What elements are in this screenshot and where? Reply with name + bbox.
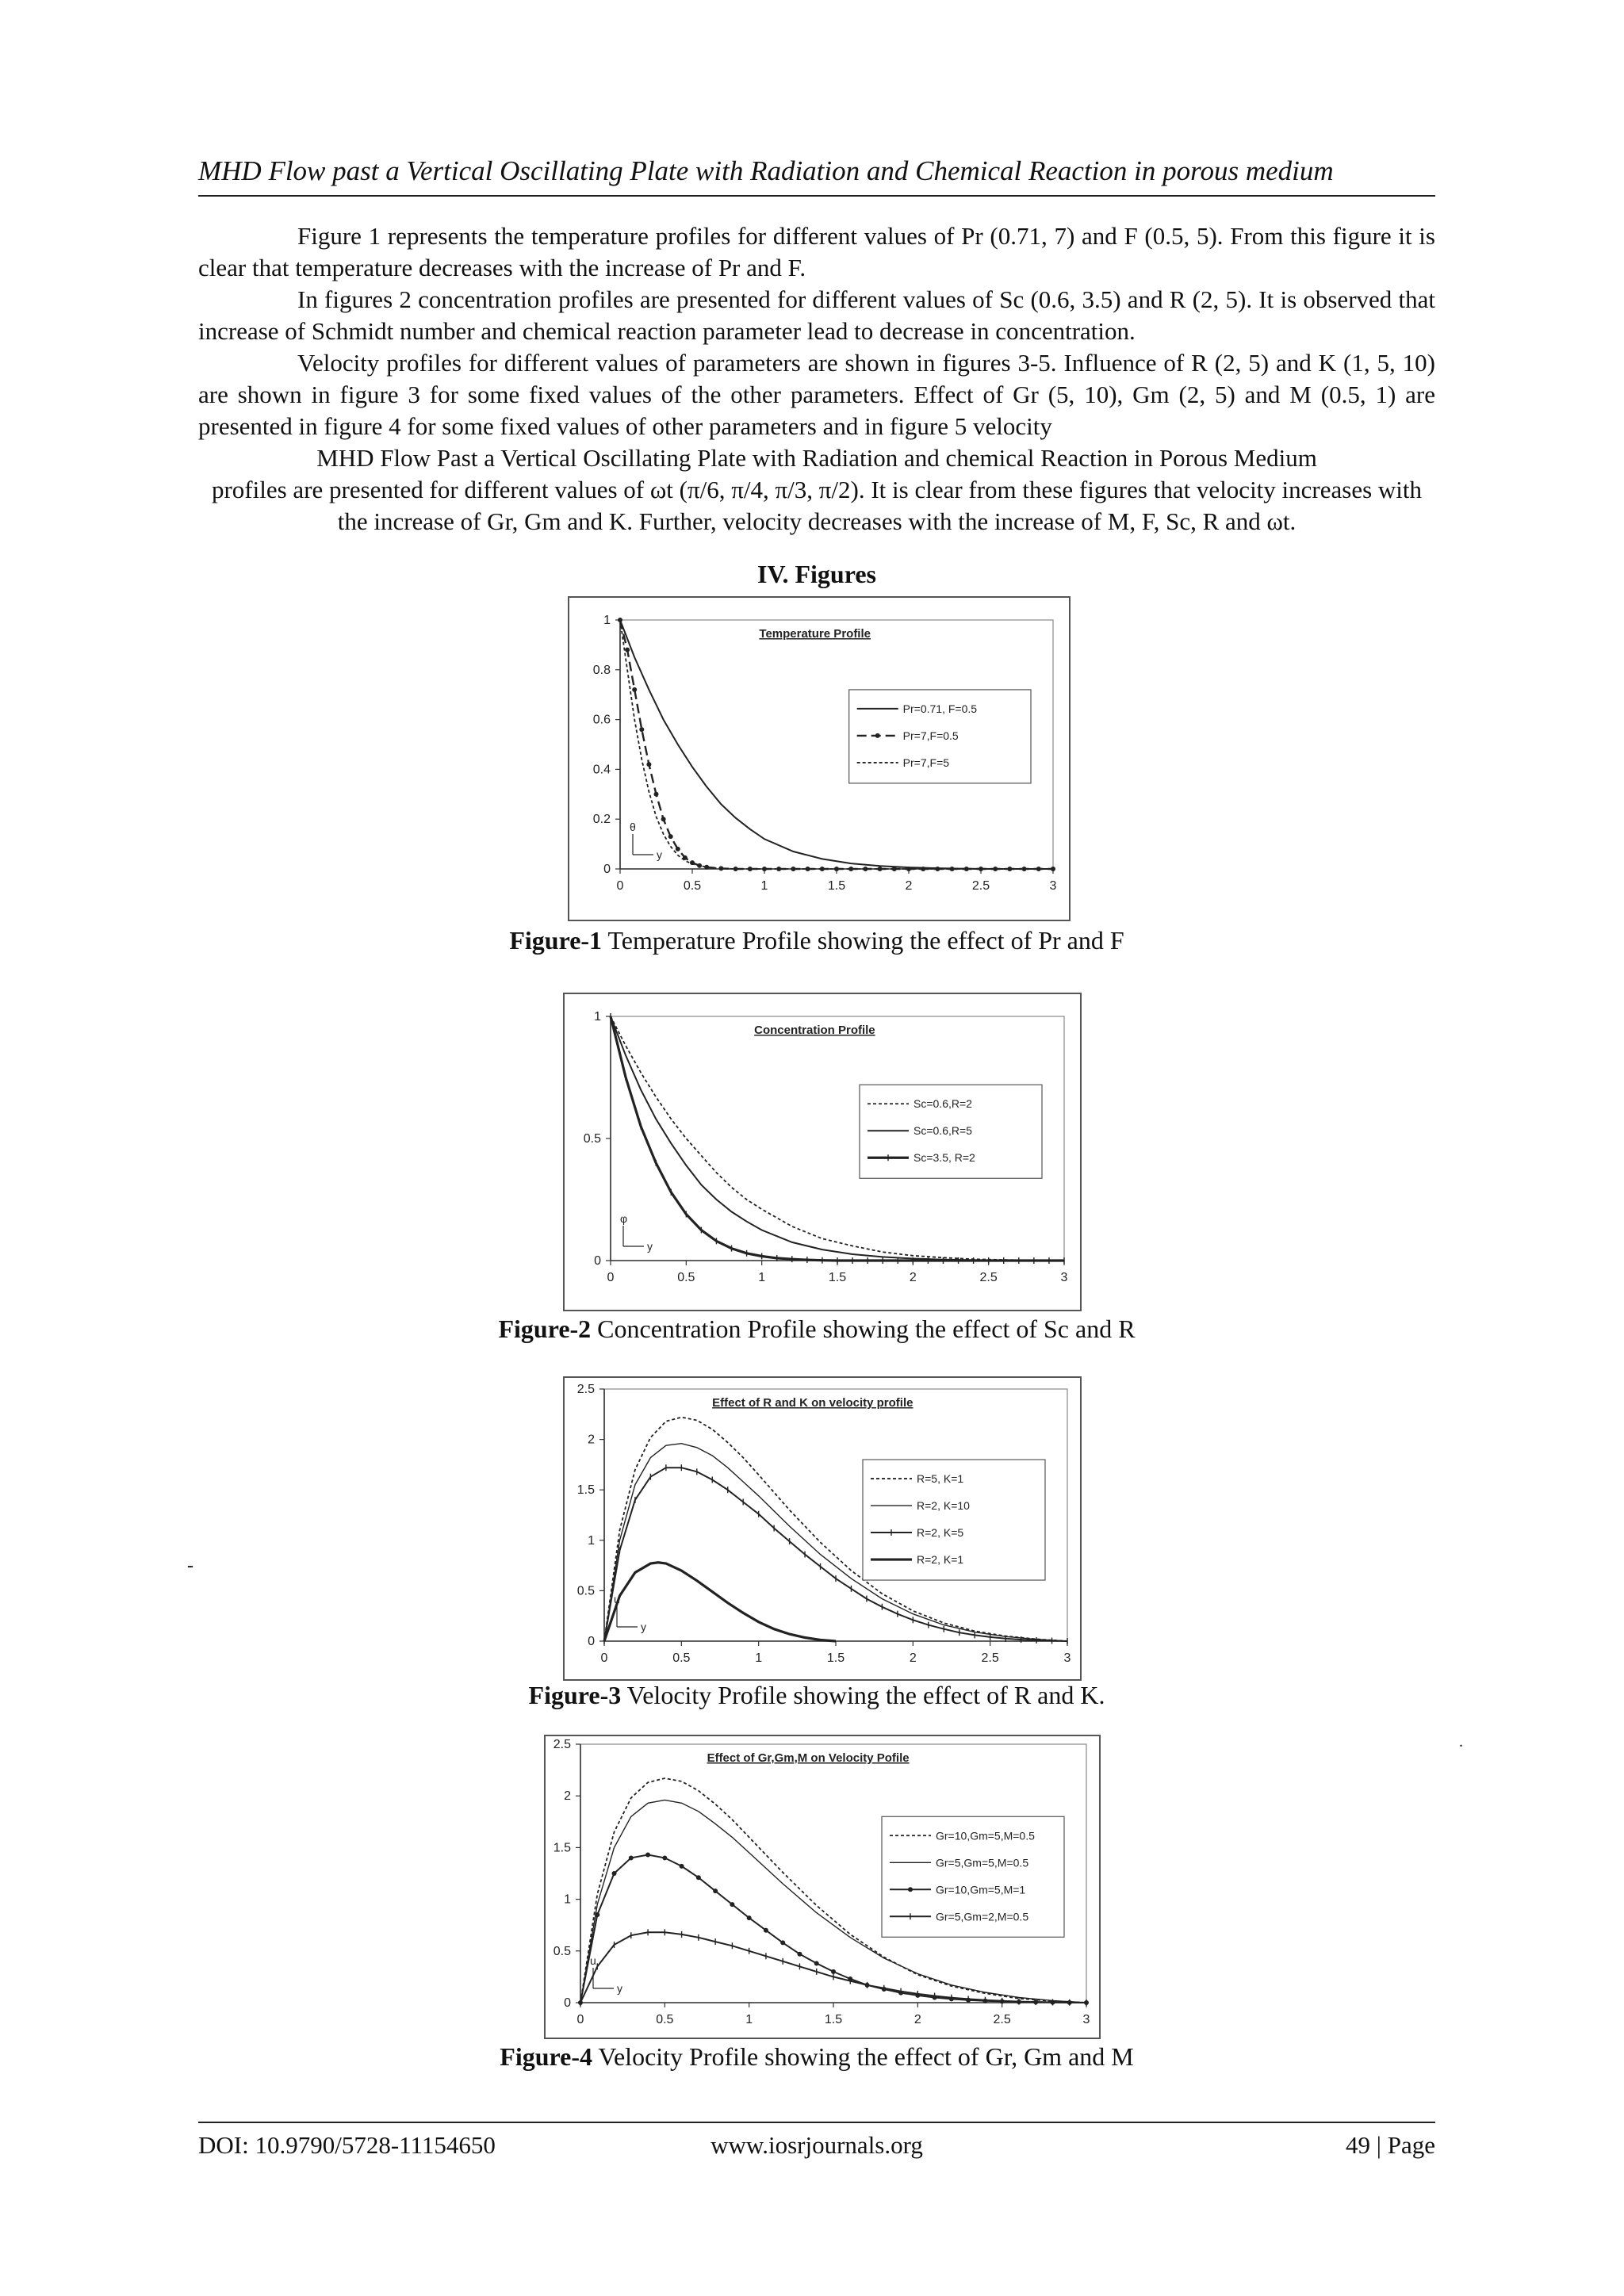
legend-label: Pr=7,F=0.5	[902, 729, 959, 742]
series-point	[676, 847, 680, 851]
y-tick-label: 0	[603, 863, 611, 876]
figure-2-label: Figure-2	[498, 1314, 592, 1343]
figure-2-caption	[198, 1313, 1435, 1345]
legend-label: Pr=7,F=5	[902, 756, 950, 769]
figure-4-caption	[198, 2041, 1435, 2072]
figure-2-svg	[565, 994, 1080, 1310]
figure-1-svg	[569, 598, 1069, 920]
x-tick-label: 3	[1060, 1271, 1068, 1284]
legend-label: Gr=10,Gm=5,M=0.5	[936, 1829, 1035, 1843]
x-tick-label: 1.5	[826, 1651, 845, 1665]
y-tick-label: 2.5	[576, 1383, 595, 1396]
series-point	[661, 817, 666, 821]
x-tick-label: 0	[607, 1271, 615, 1284]
stray-dash-mark: -	[187, 1556, 193, 1576]
figure-1-chart	[568, 596, 1071, 921]
figure-3-chart	[563, 1376, 1082, 1681]
figure-2-chart	[563, 993, 1082, 1311]
x-tick-label: 1	[745, 2013, 753, 2026]
footer-site: www.iosrjournals.org	[710, 2131, 923, 2159]
axis-glyph-label: u	[614, 1593, 620, 1605]
legend-label: Sc=3.5, R=2	[914, 1151, 975, 1165]
x-tick-label: 2	[909, 1651, 917, 1665]
x-tick-label: 3	[1049, 879, 1057, 893]
series-point	[814, 1961, 819, 1965]
y-tick-label: 0	[588, 1635, 595, 1648]
y-tick-label: 1.5	[576, 1483, 595, 1498]
body-text	[198, 220, 1435, 538]
running-header: MHD Flow past a Vertical Oscillating Plate with Radiation and Chemical Reaction in porous medium	[198, 155, 1334, 186]
series-point	[646, 762, 651, 767]
legend-label: Gr=5,Gm=5,M=0.5	[936, 1856, 1029, 1869]
x-tick-label: 1.5	[824, 2013, 843, 2026]
section-heading: IV. Figures	[757, 560, 876, 588]
x-tick-label: 2.5	[981, 1651, 999, 1665]
x-tick-label: 1.5	[828, 1271, 847, 1284]
x-tick-label: 2	[905, 879, 913, 893]
series-point	[668, 834, 673, 839]
figure-1-label: Figure-1	[509, 926, 603, 955]
x-tick-label: 1	[760, 879, 768, 893]
series-point	[662, 1855, 667, 1860]
y-tick-label: 0	[564, 1996, 571, 2010]
y-tick-label: 0.6	[592, 713, 611, 727]
paragraph-1: Figure 1 represents the temperature profiles for different values of Pr (0.71, 7) and F (0.5, 5). From this figure it is clear that temperature decreases with the increase of Pr and F.	[198, 222, 1435, 281]
axis-glyph-label: y	[647, 1240, 653, 1253]
chart-title: Effect of R and K on velocity profile	[712, 1396, 914, 1410]
figure-3-caption	[198, 1679, 1435, 1711]
y-tick-label: 0	[594, 1254, 601, 1268]
paragraph-5: profiles are presented for different values of ωt (π/6, π/4, π/3, π/2). It is clear from these figures that velocity increases with the increase of Gr, Gm and K. Further, velocity decreases with the increase of M, F, Sc, R and ωt.	[211, 476, 1423, 535]
x-tick-label: 1	[755, 1651, 763, 1665]
axis-glyph-label: θ	[630, 821, 636, 833]
chart-title: Concentration Profile	[754, 1024, 875, 1037]
figure-4-text: Velocity Profile showing the effect of Gr, Gm and M	[592, 2042, 1134, 2071]
y-tick-label: 1	[603, 614, 611, 627]
legend-label: Sc=0.6,R=2	[914, 1097, 972, 1111]
series-point	[612, 1871, 617, 1876]
series-point	[595, 1912, 599, 1917]
x-tick-label: 1.5	[827, 879, 846, 893]
y-tick-label: 1	[564, 1892, 571, 1907]
axis-glyph-label: u	[590, 1954, 596, 1967]
y-tick-label: 0.5	[583, 1132, 601, 1146]
y-tick-label: 2	[564, 1789, 571, 1804]
stray-dot-mark: .	[1459, 1733, 1463, 1751]
x-tick-label: 0.5	[672, 1651, 691, 1665]
y-tick-label: 1.5	[553, 1841, 571, 1855]
figure-4-svg	[546, 1736, 1099, 2038]
y-tick-label: 1	[588, 1533, 595, 1548]
y-tick-label: 2	[588, 1433, 595, 1447]
x-tick-label: 0	[616, 879, 624, 893]
y-tick-label: 0.5	[553, 1944, 571, 1958]
x-tick-label: 2	[914, 2013, 921, 2026]
legend-label: R=2, K=1	[917, 1553, 964, 1567]
legend-label: Gr=5,Gm=2,M=0.5	[936, 1910, 1029, 1923]
series-point	[629, 1855, 634, 1860]
axis-glyph-label: y	[641, 1621, 646, 1633]
y-tick-label: 2.5	[553, 1738, 571, 1751]
x-tick-label: 2.5	[993, 2013, 1011, 2026]
series-point	[625, 648, 630, 652]
series-point	[831, 1969, 836, 1974]
legend-label: R=5, K=1	[917, 1472, 964, 1486]
legend-label: Sc=0.6,R=5	[914, 1124, 972, 1138]
series-point	[632, 687, 637, 692]
x-tick-label: 0.5	[677, 1271, 695, 1284]
chart-title: Temperature Profile	[759, 627, 871, 641]
figure-3-label: Figure-3	[528, 1681, 622, 1709]
y-tick-label: 0.5	[576, 1584, 595, 1598]
axis-glyph-label: φ	[620, 1212, 628, 1225]
figure-1-text: Temperature Profile showing the effect of Pr and F	[602, 926, 1124, 955]
x-tick-label: 0	[576, 2013, 584, 2026]
x-tick-label: 2	[909, 1271, 917, 1284]
series-point	[730, 1902, 734, 1907]
footer-page: 49 | Page	[1346, 2131, 1435, 2159]
series-point	[747, 1915, 752, 1920]
legend-marker	[875, 733, 880, 738]
legend-label: R=2, K=10	[917, 1499, 970, 1513]
legend-marker	[908, 1887, 913, 1892]
x-tick-label: 0	[600, 1651, 608, 1665]
footer-doi: DOI: 10.9790/5728-11154650	[198, 2131, 496, 2159]
figure-4-chart	[544, 1735, 1101, 2039]
figure-1-caption	[198, 924, 1435, 956]
series-point	[713, 1888, 718, 1893]
series-line-4	[604, 1563, 836, 1641]
y-tick-label: 1	[594, 1010, 601, 1024]
series-point	[797, 1952, 802, 1957]
x-tick-label: 0.5	[683, 879, 702, 893]
series-point	[645, 1853, 650, 1858]
axis-glyph-label: y	[657, 848, 662, 861]
legend-label: Pr=0.71, F=0.5	[902, 702, 978, 715]
figure-4-label: Figure-4	[500, 2042, 592, 2071]
paragraph-3: Velocity profiles for different values of parameters are shown in figures 3-5. Influence of R (2, 5) and K (1, 5, 10) are shown in figure 3 for some fixed values of the other parameters. Effect of Gr (5, 10), Gm (2, 5) and M (0.5, 1) are presented in figure 4 for some fixed values of other parameters and in figure 5 velocity	[198, 349, 1435, 440]
series-point	[680, 1864, 684, 1869]
y-tick-label: 0.4	[592, 763, 611, 777]
legend-label: Gr=10,Gm=5,M=1	[936, 1883, 1026, 1896]
series-point	[696, 1875, 701, 1880]
series-point	[639, 727, 644, 732]
series-line-4	[580, 1932, 1086, 2003]
paragraph-4-embedded-title: MHD Flow Past a Vertical Oscillating Plate with Radiation and chemical Reaction in Porous Medium	[316, 444, 1317, 472]
figure-2-text: Concentration Profile showing the effect of Sc and R	[591, 1314, 1136, 1343]
figure-3-svg	[565, 1378, 1080, 1679]
x-tick-label: 2.5	[979, 1271, 998, 1284]
x-tick-label: 0.5	[656, 2013, 674, 2026]
axis-glyph-label: y	[617, 1982, 622, 1995]
y-tick-label: 0.2	[592, 813, 611, 827]
header-rule	[198, 195, 1435, 197]
series-point	[654, 792, 659, 797]
paragraph-2: In figures 2 concentration profiles are presented for different values of Sc (0.6, 3.5) and R (2, 5). It is observed that increase of Schmidt number and chemical reaction parameter lead to decrease in concentration.	[198, 285, 1435, 345]
y-tick-label: 0.8	[592, 663, 611, 677]
x-tick-label: 3	[1063, 1651, 1071, 1665]
legend-label: R=2, K=5	[917, 1526, 964, 1540]
x-tick-label: 2.5	[971, 879, 990, 893]
chart-title: Effect of Gr,Gm,M on Velocity Pofile	[707, 1751, 910, 1765]
x-tick-label: 1	[758, 1271, 766, 1284]
figure-3-text: Velocity Profile showing the effect of R and K.	[621, 1681, 1105, 1709]
series-point	[780, 1940, 785, 1945]
series-point	[764, 1928, 768, 1933]
x-tick-label: 3	[1082, 2013, 1090, 2026]
footer-rule	[198, 2122, 1435, 2123]
